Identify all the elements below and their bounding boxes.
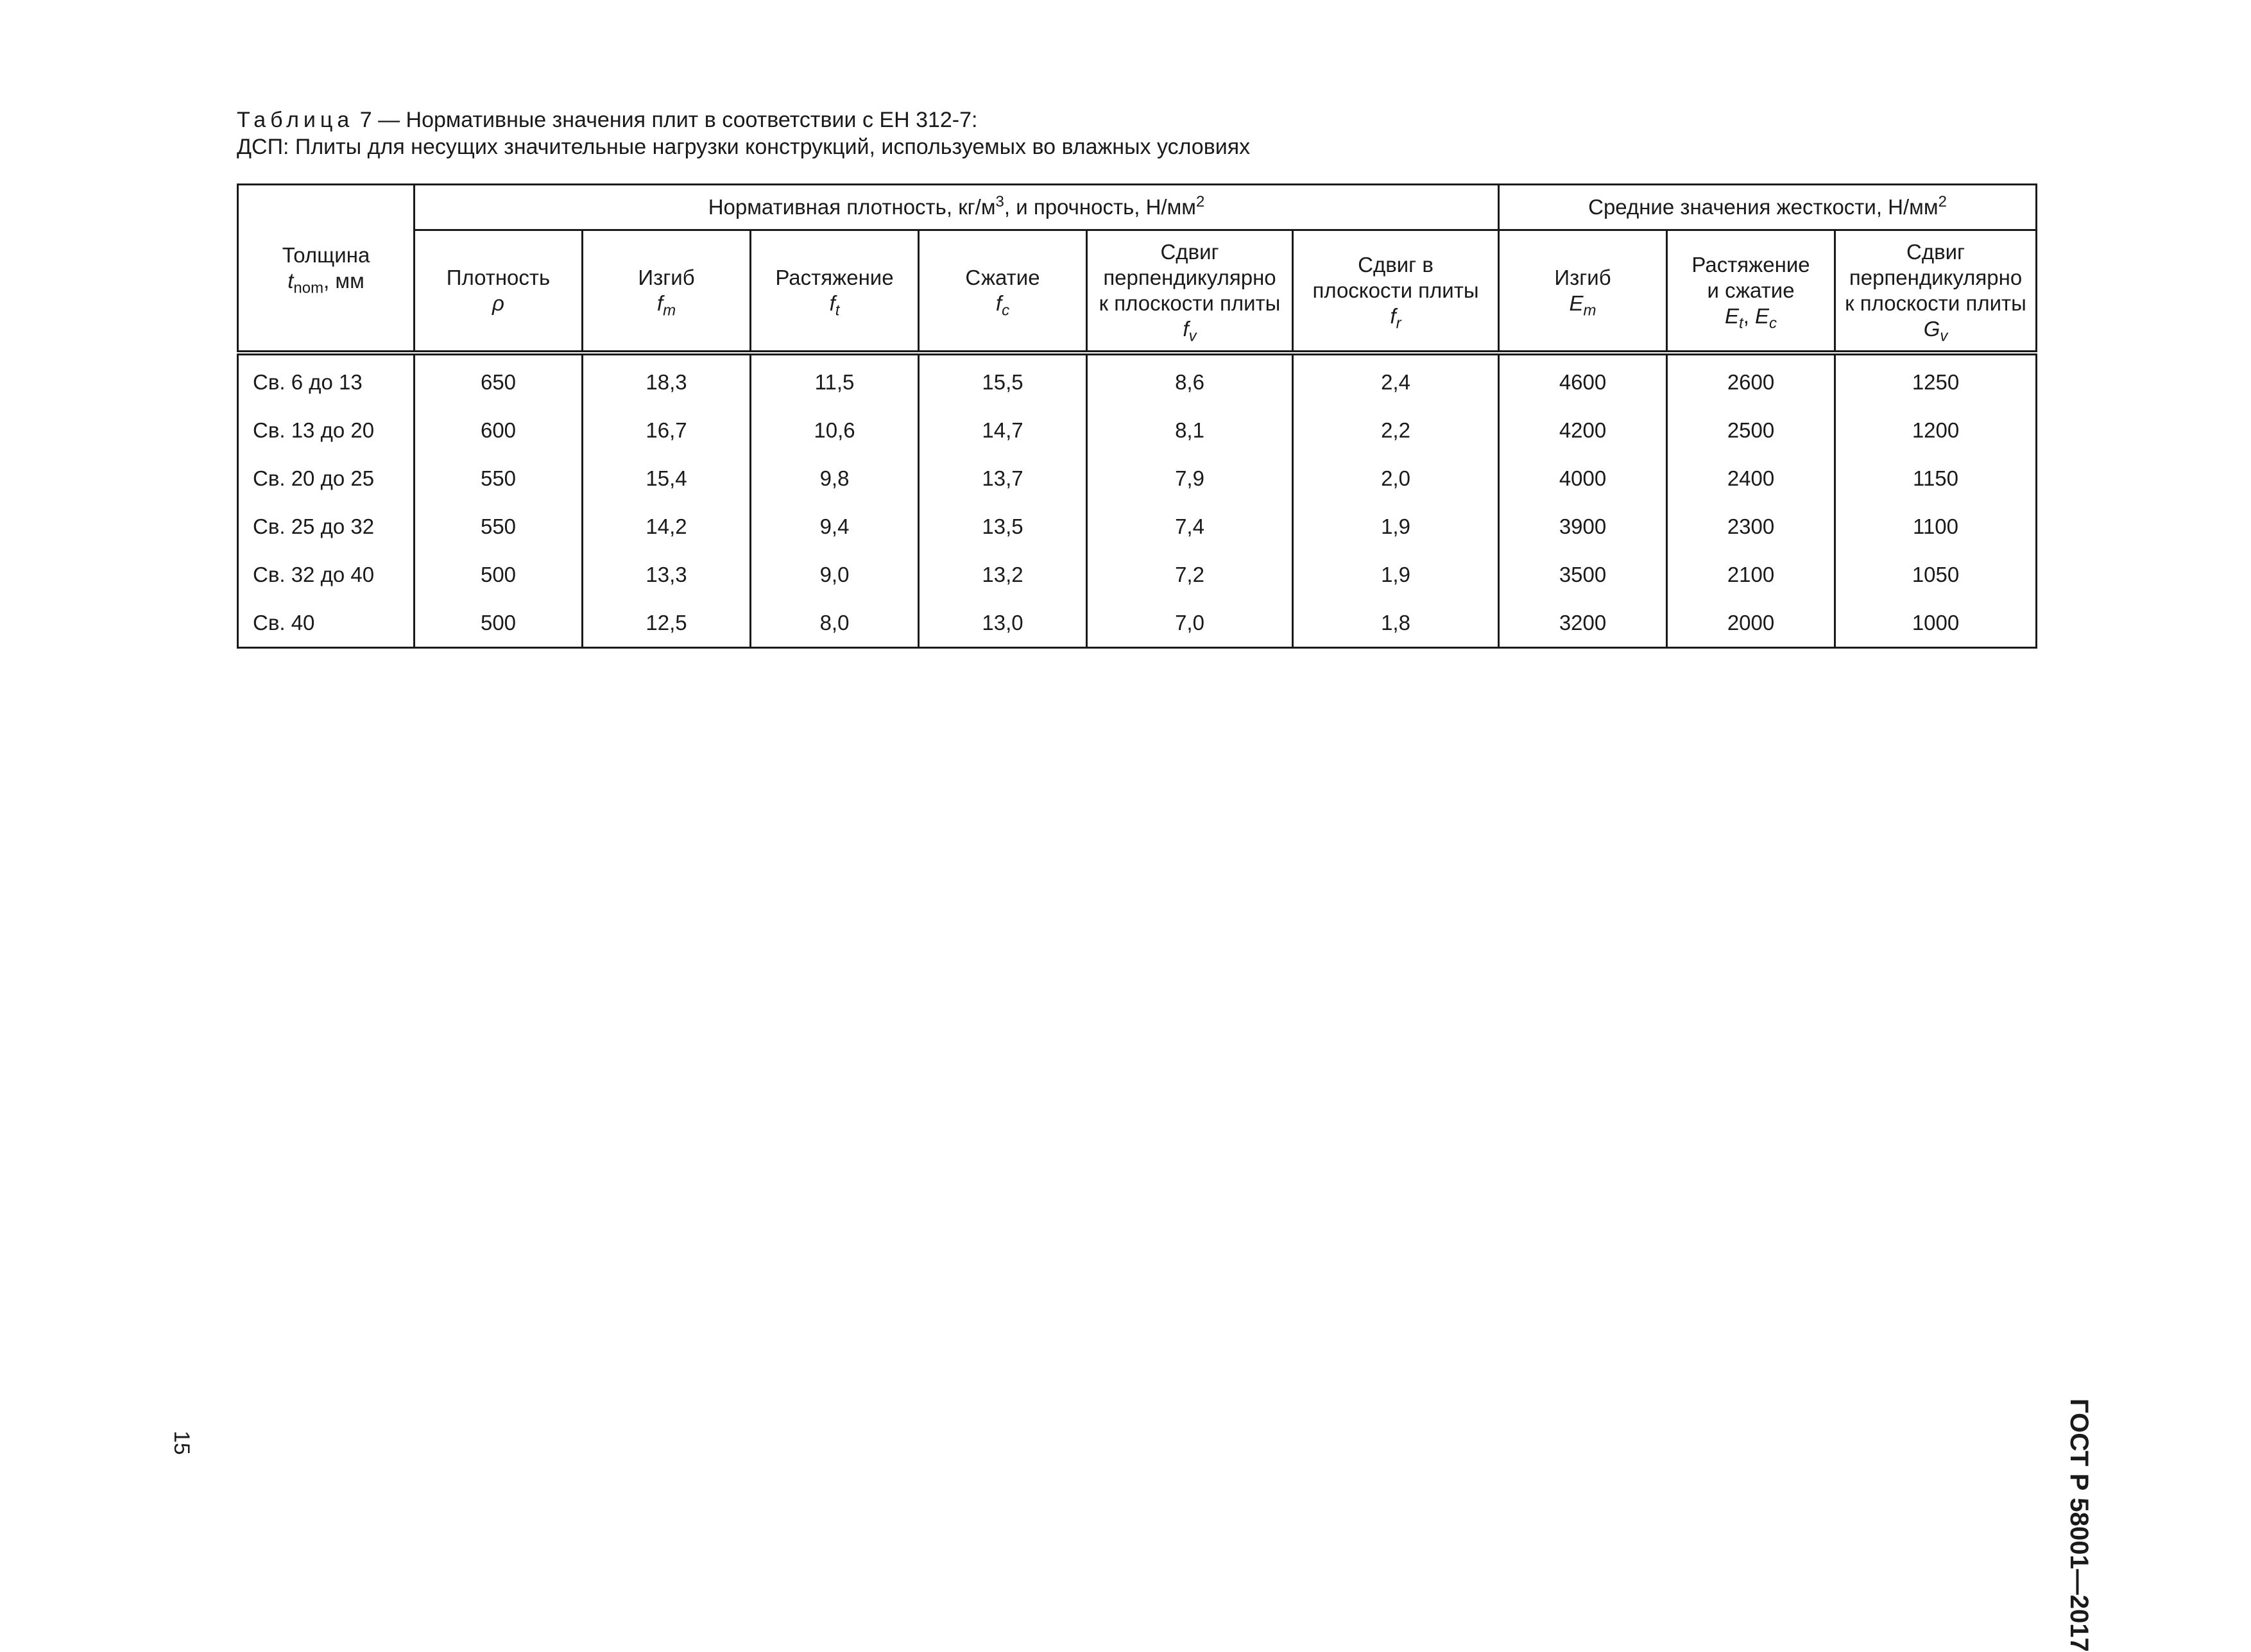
- value-cell: 2,0: [1293, 454, 1499, 502]
- value-cell: 13,0: [919, 599, 1087, 648]
- value-cell: 15,4: [583, 454, 751, 502]
- table-row: [238, 502, 2037, 550]
- table-row: [238, 550, 2037, 599]
- table-row: [238, 599, 2037, 648]
- value-cell: 1050: [1835, 550, 2037, 599]
- standard-designation: ГОСТ Р 58001—2017: [2065, 1399, 2093, 1652]
- value-cell: 2100: [1667, 550, 1835, 599]
- thickness-cell: Св. 6 до 13: [238, 353, 415, 406]
- value-cell: 1,9: [1293, 550, 1499, 599]
- value-cell: 550: [415, 454, 583, 502]
- value-cell: 500: [415, 550, 583, 599]
- thickness-header: Толщина $t_{nom}$, мм: [238, 185, 415, 353]
- table-caption: [237, 106, 1250, 160]
- value-cell: 3500: [1499, 550, 1667, 599]
- value-cell: 4200: [1499, 406, 1667, 454]
- thickness-cell: Св. 32 до 40: [238, 550, 415, 599]
- value-cell: 9,4: [751, 502, 919, 550]
- caption-label: Таблица: [237, 108, 354, 132]
- value-cell: 2300: [1667, 502, 1835, 550]
- thickness-cell: Св. 13 до 20: [238, 406, 415, 454]
- value-cell: 11,5: [751, 353, 919, 406]
- value-cell: 9,8: [751, 454, 919, 502]
- value-cell: 2,2: [1293, 406, 1499, 454]
- group-density-strength-header: Нормативная плотность, $кг/м^3$, и прочность, $Н/мм^2$: [415, 185, 1499, 230]
- value-cell: 2,4: [1293, 353, 1499, 406]
- value-cell: 13,7: [919, 454, 1087, 502]
- value-cell: 18,3: [583, 353, 751, 406]
- column-header: Сдвиг перпендикулярно к плоскости плиты $f_v$: [1087, 230, 1293, 353]
- value-cell: 650: [415, 353, 583, 406]
- thickness-cell: Св. 40: [238, 599, 415, 648]
- column-header: Растяжение $f_t$: [751, 230, 919, 353]
- column-header: Сжатие $f_c$: [919, 230, 1087, 353]
- value-cell: 4000: [1499, 454, 1667, 502]
- value-cell: 1200: [1835, 406, 2037, 454]
- table-row: [238, 406, 2037, 454]
- value-cell: 7,4: [1087, 502, 1293, 550]
- value-cell: 600: [415, 406, 583, 454]
- value-cell: 12,5: [583, 599, 751, 648]
- value-cell: 1100: [1835, 502, 2037, 550]
- value-cell: 14,7: [919, 406, 1087, 454]
- value-cell: 2500: [1667, 406, 1835, 454]
- column-header: Изгиб $E_m$: [1499, 230, 1667, 353]
- group-stiffness-header: Средние значения жесткости, $Н/мм^2$: [1499, 185, 2037, 230]
- value-cell: 2600: [1667, 353, 1835, 406]
- table-body: [238, 353, 2037, 648]
- value-cell: 1000: [1835, 599, 2037, 648]
- value-cell: 1,8: [1293, 599, 1499, 648]
- column-header: Плотность ρ: [415, 230, 583, 353]
- value-cell: 16,7: [583, 406, 751, 454]
- column-header: Сдвиг перпендикулярно к плоскости плиты $G_v$: [1835, 230, 2037, 353]
- column-headers-row: [238, 230, 2037, 353]
- value-cell: 2000: [1667, 599, 1835, 648]
- value-cell: 7,9: [1087, 454, 1293, 502]
- value-cell: 15,5: [919, 353, 1087, 406]
- value-cell: 8,6: [1087, 353, 1293, 406]
- table-row: [238, 353, 2037, 406]
- value-cell: 500: [415, 599, 583, 648]
- value-cell: 14,2: [583, 502, 751, 550]
- value-cell: 1250: [1835, 353, 2037, 406]
- value-cell: 8,0: [751, 599, 919, 648]
- value-cell: 7,2: [1087, 550, 1293, 599]
- value-cell: 1150: [1835, 454, 2037, 502]
- value-cell: 8,1: [1087, 406, 1293, 454]
- value-cell: 4600: [1499, 353, 1667, 406]
- value-cell: 13,2: [919, 550, 1087, 599]
- value-cell: 13,3: [583, 550, 751, 599]
- column-header: Сдвиг в плоскости плиты $f_r$: [1293, 230, 1499, 353]
- value-cell: 550: [415, 502, 583, 550]
- caption-title: 7 — Нормативные значения плит в соответствии с ЕН 312-7:: [354, 108, 978, 132]
- value-cell: 7,0: [1087, 599, 1293, 648]
- caption-line-2: ДСП: Плиты для несущих значительные нагрузки конструкций, используемых во влажных условиях: [237, 135, 1251, 159]
- column-header: Изгиб $f_m$: [583, 230, 751, 353]
- value-cell: 9,0: [751, 550, 919, 599]
- value-cell: 1,9: [1293, 502, 1499, 550]
- caption-line-1: [237, 106, 1250, 133]
- table-row: [238, 454, 2037, 502]
- value-cell: 3900: [1499, 502, 1667, 550]
- column-header: Растяжение и сжатие $E_t$, $E_c$: [1667, 230, 1835, 353]
- norm-values-table: [237, 183, 2037, 649]
- thickness-cell: Св. 25 до 32: [238, 502, 415, 550]
- value-cell: 10,6: [751, 406, 919, 454]
- value-cell: 13,5: [919, 502, 1087, 550]
- value-cell: 3200: [1499, 599, 1667, 648]
- value-cell: 2400: [1667, 454, 1835, 502]
- page-number: 15: [169, 1431, 194, 1455]
- thickness-cell: Св. 20 до 25: [238, 454, 415, 502]
